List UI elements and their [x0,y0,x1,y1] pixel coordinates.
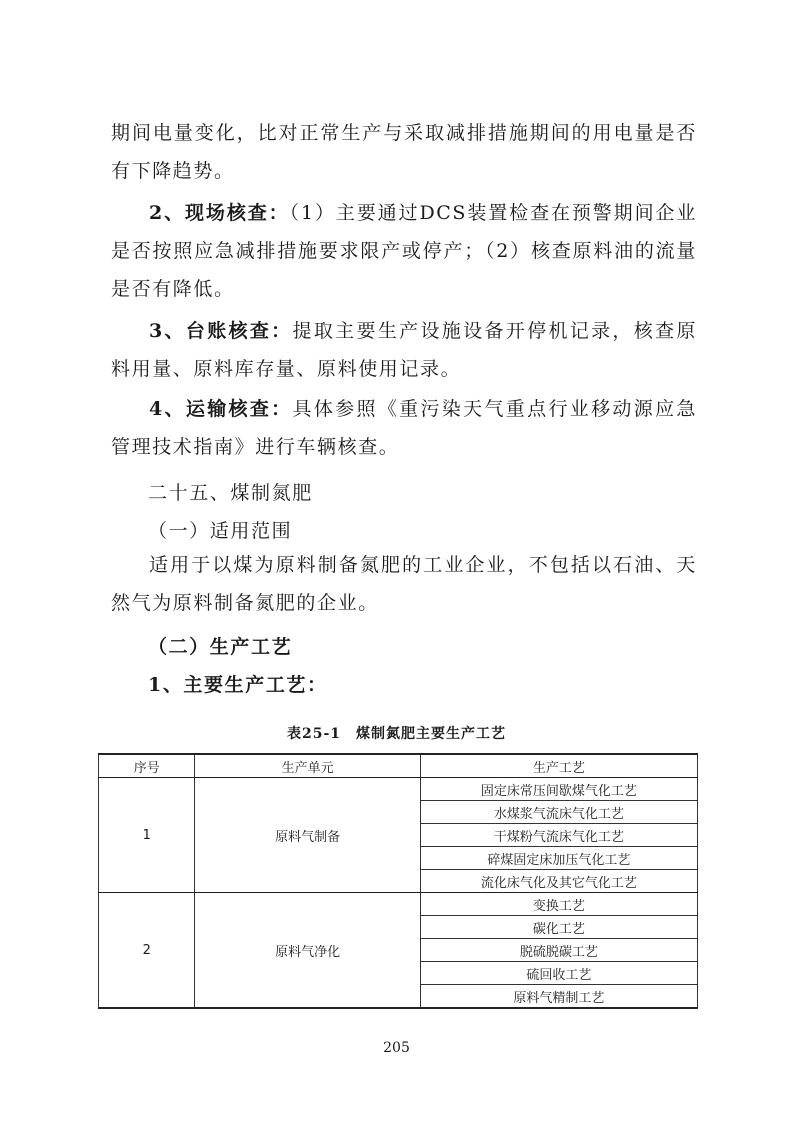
paragraph-lead: 3、台账核查： [149,320,293,342]
cell-process: 碎煤固定床加压气化工艺 [420,847,697,870]
header-cell-process: 生产工艺 [420,754,697,778]
paragraph-lead: 2、现场核查： [149,202,290,224]
cell-number: 1 [99,778,195,893]
cell-process: 水煤浆气流床气化工艺 [420,801,697,824]
table-header-row [99,754,698,778]
cell-unit: 原料气制备 [195,778,420,893]
cell-process: 原料气精制工艺 [420,985,697,1009]
header-cell-number: 序号 [99,754,195,778]
paragraph-site-check [111,194,697,308]
page-number: 205 [383,1040,410,1056]
table-caption: 表25-1 煤制氮肥主要生产工艺 [286,726,507,742]
paragraph-electricity [111,114,697,190]
cell-process: 变换工艺 [420,893,697,916]
table-row [99,778,698,801]
cell-process: 脱硫脱碳工艺 [420,939,697,962]
table-row [99,893,698,916]
paragraph-text: 具体参照《重污染天气重点行业移动源应急管理技术指南》进行车辆核查。 [111,398,698,458]
cell-unit: 原料气净化 [195,893,420,1009]
cell-process: 流化床气化及其它气化工艺 [420,870,697,893]
paragraph-text: （1）主要通过DCS装置检查在预警期间企业是否按照应急减排措施要求限产或停产；（2）核查原料油的流量是否有降低。 [111,202,697,300]
cell-process: 碳化工艺 [420,916,697,939]
header-cell-unit: 生产单元 [195,754,420,778]
cell-process: 干煤粉气流床气化工艺 [420,824,697,847]
section-title: 二十五、煤制氮肥 [148,482,313,504]
cell-process: 固定床常压间歇煤气化工艺 [420,778,697,801]
subsection-title-scope: （一）适用范围 [148,520,293,542]
process-table [98,753,698,1009]
cell-number: 2 [99,893,195,1009]
paragraph-text: 提取主要生产设施设备开停机记录，核查原料用量、原料库存量、原料使用记录。 [111,320,698,380]
paragraph-scope: 适用于以煤为原料制备氮肥的工业企业，不包括以石油、天然气为原料制备氮肥的企业。 [111,554,697,614]
cell-process: 硫回收工艺 [420,962,697,985]
paragraph-lead: 4、运输核查： [149,398,293,420]
paragraph-transport-check [111,390,697,466]
paragraph-text: 期间电量变化，比对正常生产与采取减排措施期间的用电量是否有下降趋势。 [111,122,697,182]
subsection-title-process: （二）生产工艺 [148,636,293,658]
paragraph-ledger-check [111,312,697,388]
item-title-main-process: 1、主要生产工艺： [148,674,328,696]
